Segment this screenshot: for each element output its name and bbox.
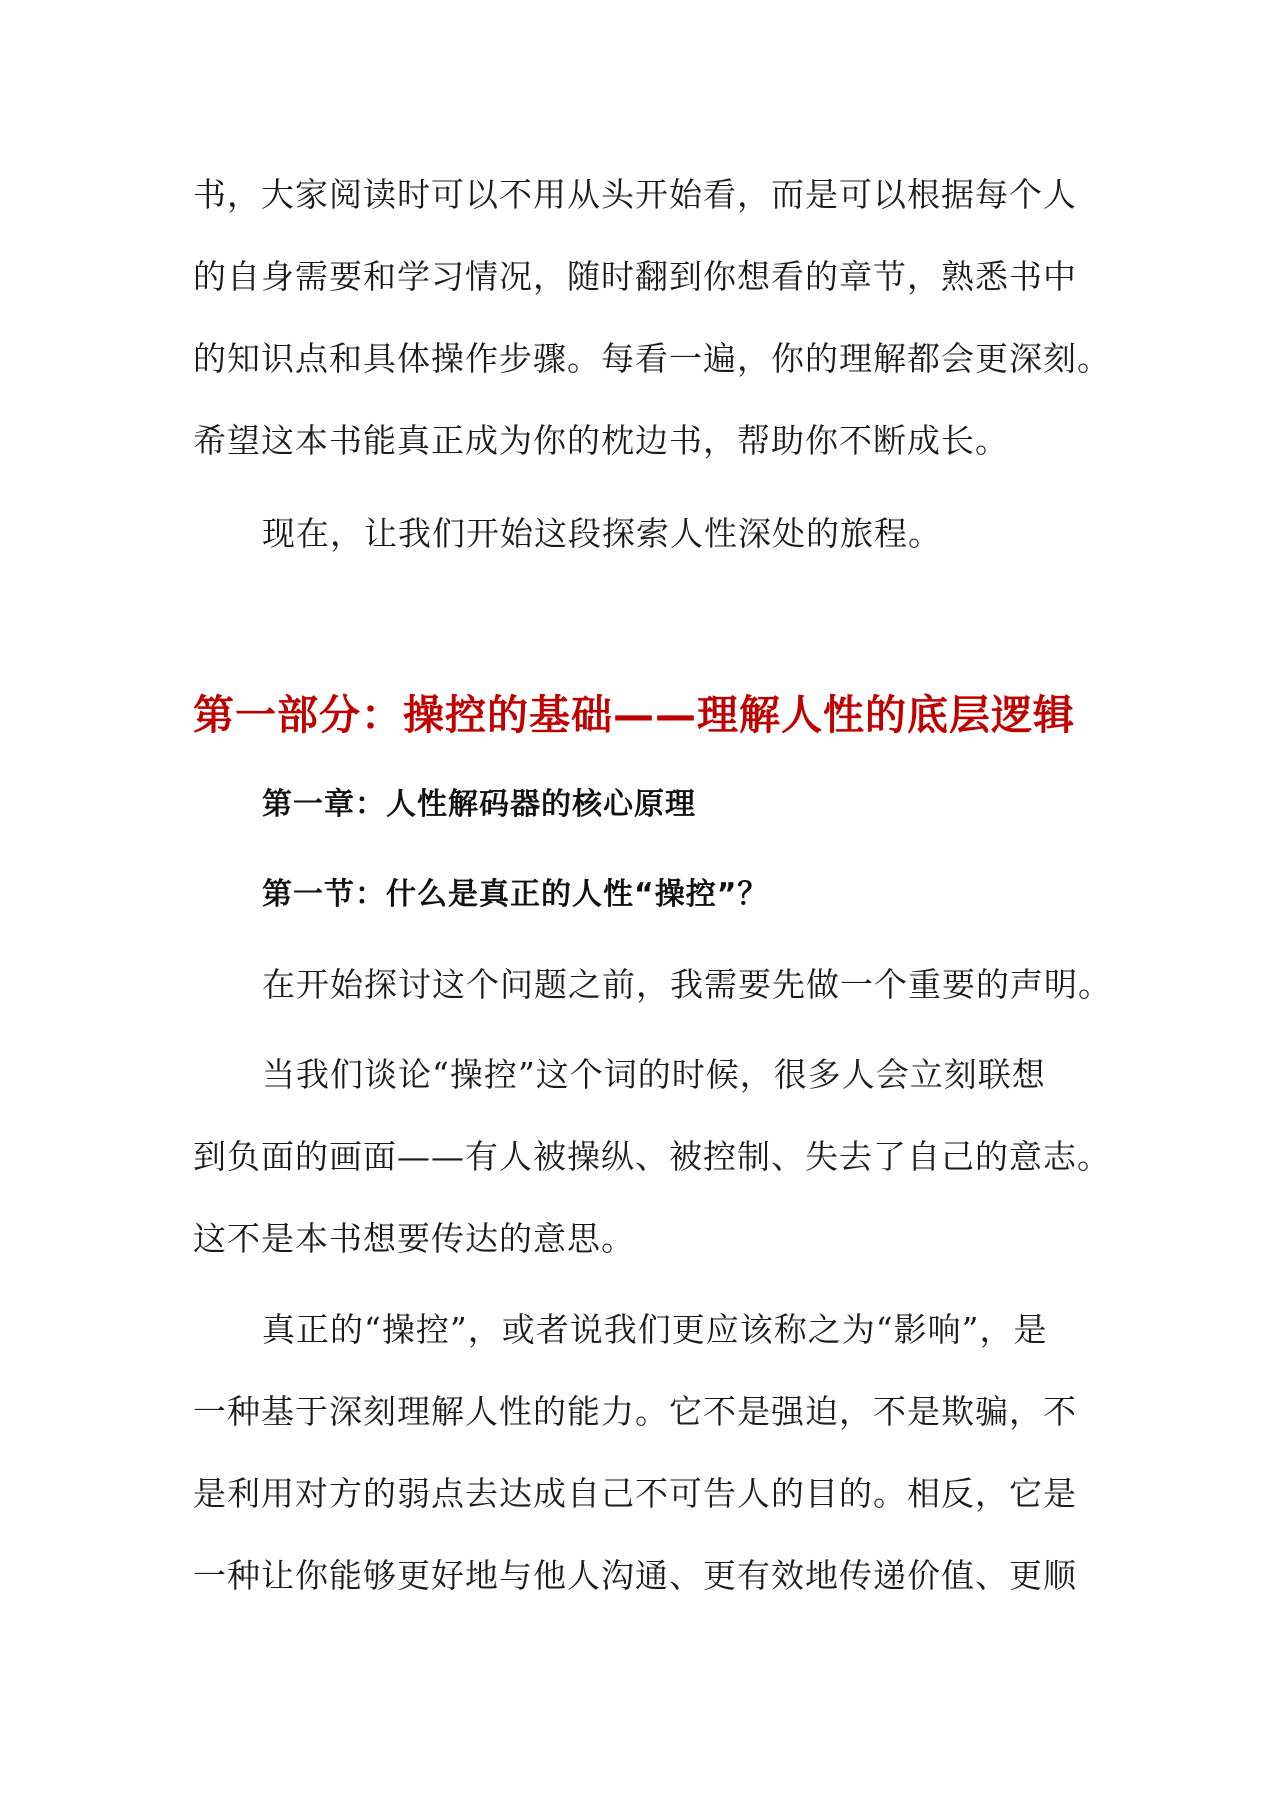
closing-paragraph: 现在，让我们开始这段探索人性深处的旅程。 xyxy=(262,514,942,553)
paragraph-line: 真正的“操控”，或者说我们更应该称之为“影响”，是 xyxy=(262,1310,1048,1349)
paragraph-line: 的知识点和具体操作步骤。每看一遍，你的理解都会更深刻。 xyxy=(193,339,1111,378)
paragraph-line: 一种基于深刻理解人性的能力。它不是强迫，不是欺骗，不 xyxy=(193,1392,1077,1431)
paragraph-line: 当我们谈论“操控”这个词的时候，很多人会立刻联想 xyxy=(262,1055,1046,1094)
chapter-title: 第一章：人性解码器的核心原理 xyxy=(262,787,696,822)
paragraph-line: 这不是本书想要传达的意思。 xyxy=(193,1219,635,1258)
paragraph-line: 在开始探讨这个问题之前，我需要先做一个重要的声明。 xyxy=(262,965,1112,1004)
paragraph-line: 一种让你能够更好地与他人沟通、更有效地传递价值、更顺 xyxy=(193,1556,1077,1595)
part-title: 第一部分：操控的基础——理解人性的底层逻辑 xyxy=(193,691,1075,739)
paragraph-line: 到负面的画面——有人被操纵、被控制、失去了自己的意志。 xyxy=(193,1137,1111,1176)
paragraph-line: 是利用对方的弱点去达成自己不可告人的目的。相反，它是 xyxy=(193,1474,1077,1513)
section-title: 第一节：什么是真正的人性“操控”？ xyxy=(262,877,769,912)
paragraph-line: 书，大家阅读时可以不用从头开始看，而是可以根据每个人 xyxy=(193,175,1077,214)
paragraph-line: 希望这本书能真正成为你的枕边书，帮助你不断成长。 xyxy=(193,421,1009,460)
paragraph-line: 的自身需要和学习情况，随时翻到你想看的章节，熟悉书中 xyxy=(193,257,1077,296)
